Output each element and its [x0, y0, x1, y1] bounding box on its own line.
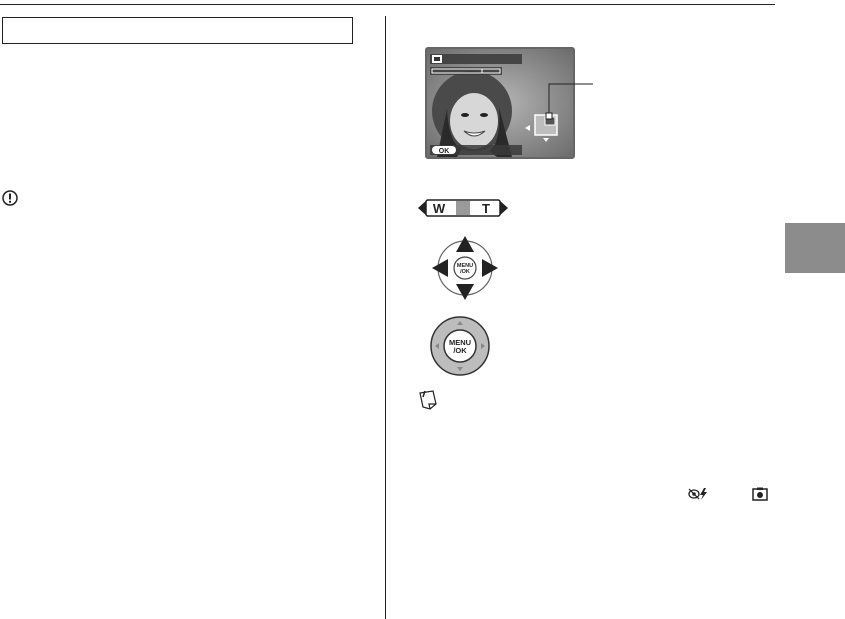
zoom-wide-label: W: [432, 201, 446, 216]
lcd-ok-label: OK: [438, 148, 450, 155]
dpad-center-label-top: MENU: [456, 263, 474, 269]
red-eye-flash-icon: [688, 487, 710, 506]
dpad-center-label-bottom: /OK: [460, 269, 470, 275]
chapter-side-tab: [785, 223, 845, 273]
menu-ok-label-top: MENU: [448, 338, 472, 347]
memo-icon: [417, 389, 439, 416]
camera-mode-icon: [752, 487, 768, 506]
top-rule: [0, 4, 775, 5]
zoom-lever-icon: [416, 195, 510, 226]
menu-ok-button-icon: [428, 314, 492, 383]
menu-ok-label-bottom: /OK: [453, 346, 467, 355]
section-header-box: [2, 17, 353, 44]
zoom-tele-label: T: [482, 201, 490, 216]
column-divider: [385, 16, 386, 619]
caution-icon: [2, 190, 18, 211]
dpad-arrows-icon: [430, 235, 500, 306]
callout-line: [545, 70, 595, 120]
